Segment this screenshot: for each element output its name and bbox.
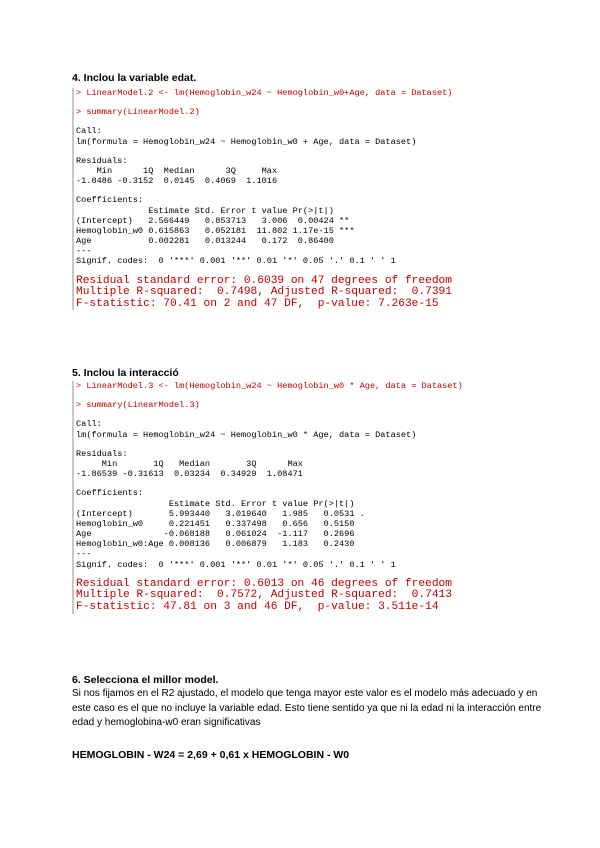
r-output-line: Estimate Std. Error t value Pr(>|t|) (76, 205, 334, 216)
model-summary-line: F-statistic: 70.41 on 2 and 47 DF, p-value: 7.263e-15 (76, 297, 439, 310)
r-output-line: Hemoglobin_w0 0.221451 0.337498 0.656 0.5150 (76, 518, 355, 529)
console-spacer (76, 391, 538, 400)
console-spacer (76, 410, 538, 419)
r-output-line: Residuals: (76, 448, 128, 459)
final-model-formula: HEMOGLOBIN - W24 = 2,69 + 0,61 x HEMOGLOBIN - W0 (72, 749, 350, 761)
console-spacer (76, 186, 538, 195)
model-summary-line: F-statistic: 47.81 on 3 and 46 DF, p-value: 3.511e-14 (76, 601, 439, 613)
r-output-line: Min 1Q Median 3Q Max (76, 165, 278, 176)
r-output-line: Min 1Q Median 3Q Max (76, 458, 303, 469)
r-output-line: -1.8486 -0.3152 0.0145 0.4069 1.1016 (76, 176, 278, 187)
console-spacer (76, 147, 538, 156)
r-output-line: Hemoglobin_w0 0.615863 0.052181 11.802 1.17e-15 *** (76, 225, 355, 236)
console-spacer (76, 479, 538, 488)
r-output-line: Coefficients: (76, 195, 144, 206)
section-6-heading: 6. Selecciona el millor model. (72, 674, 219, 686)
console-spacer (76, 98, 538, 107)
r-command-line: > LinearModel.2 <- lm(Hemoglobin_w24 ~ Hemoglobin_w0+Age, data = Dataset) (76, 88, 453, 98)
r-output-line: Call: (76, 419, 102, 430)
r-output-line: Coefficients: (76, 488, 144, 499)
console-spacer (76, 440, 538, 449)
r-output-line: (Intercept) 2.566449 0.853713 3.006 0.00424 ** (76, 215, 350, 226)
r-output-line: Estimate Std. Error t value Pr(>|t|) (76, 498, 355, 509)
r-output-line: lm(formula = Hemoglobin_w24 ~ Hemoglobin_w0 * Age, data = Dataset) (76, 429, 417, 440)
r-output-line: Hemoglobin_w0:Age 0.008136 0.006879 1.183 0.2430 (76, 539, 355, 550)
section-5-heading: 5. Inclou la interacció (72, 367, 179, 379)
conclusion-paragraph: Si nos fijamos en el R2 ajustado, el modelo que tenga mayor este valor es el modelo más adecuado y en este caso es el que no incluye la variable edad. Esto tiene sentido ya que ni la edad ni la interacción entre edad y hemoglobina-w0 eran significativas (72, 688, 542, 728)
r-console-output-model-2 (72, 88, 538, 310)
console-spacer (76, 117, 538, 126)
r-command-line: > summary(LinearModel.3) (76, 400, 200, 411)
r-output-line: Age 0.002281 0.013244 0.172 0.86400 (76, 236, 334, 247)
r-output-line: Signif. codes: 0 '***' 0.001 '**' 0.01 '*' 0.05 '.' 0.1 ' ' 1 (76, 256, 396, 267)
model-summary-line: Residual standard error: 0.6013 on 46 degrees of freedom (76, 577, 452, 590)
r-output-line: lm(formula = Hemoglobin_w24 ~ Hemoglobin_w0 + Age, data = Dataset) (76, 136, 417, 147)
r-console-output-model-3 (72, 381, 538, 614)
model-summary-line: Multiple R-squared: 0.7572, Adjusted R-squared: 0.7413 (76, 589, 452, 602)
model-summary-line: Multiple R-squared: 0.7498, Adjusted R-squared: 0.7391 (76, 286, 452, 299)
r-output-line: (Intercept) 5.993440 3.019640 1.985 0.0531 . (76, 508, 365, 519)
r-output-line: --- (76, 246, 92, 257)
r-output-line: --- (76, 549, 92, 560)
section-4-heading: 4. Inclou la variable edat. (72, 72, 197, 84)
r-output-line: Age -0.068188 0.061024 -1.117 0.2696 (76, 529, 355, 540)
r-output-line: Call: (76, 126, 102, 137)
r-output-line: -1.86539 -0.31613 0.03234 0.34929 1.08471 (76, 469, 303, 480)
r-command-line: > LinearModel.3 <- lm(Hemoglobin_w24 ~ Hemoglobin_w0 * Age, data = Dataset) (76, 381, 463, 391)
r-command-line: > summary(LinearModel.2) (76, 107, 200, 118)
r-output-line: Signif. codes: 0 '***' 0.001 '**' 0.01 '*' 0.05 '.' 0.1 ' ' 1 (76, 559, 396, 570)
r-output-line: Residuals: (76, 155, 128, 166)
model-summary-line: Residual standard error: 0.6039 on 47 degrees of freedom (76, 274, 452, 287)
